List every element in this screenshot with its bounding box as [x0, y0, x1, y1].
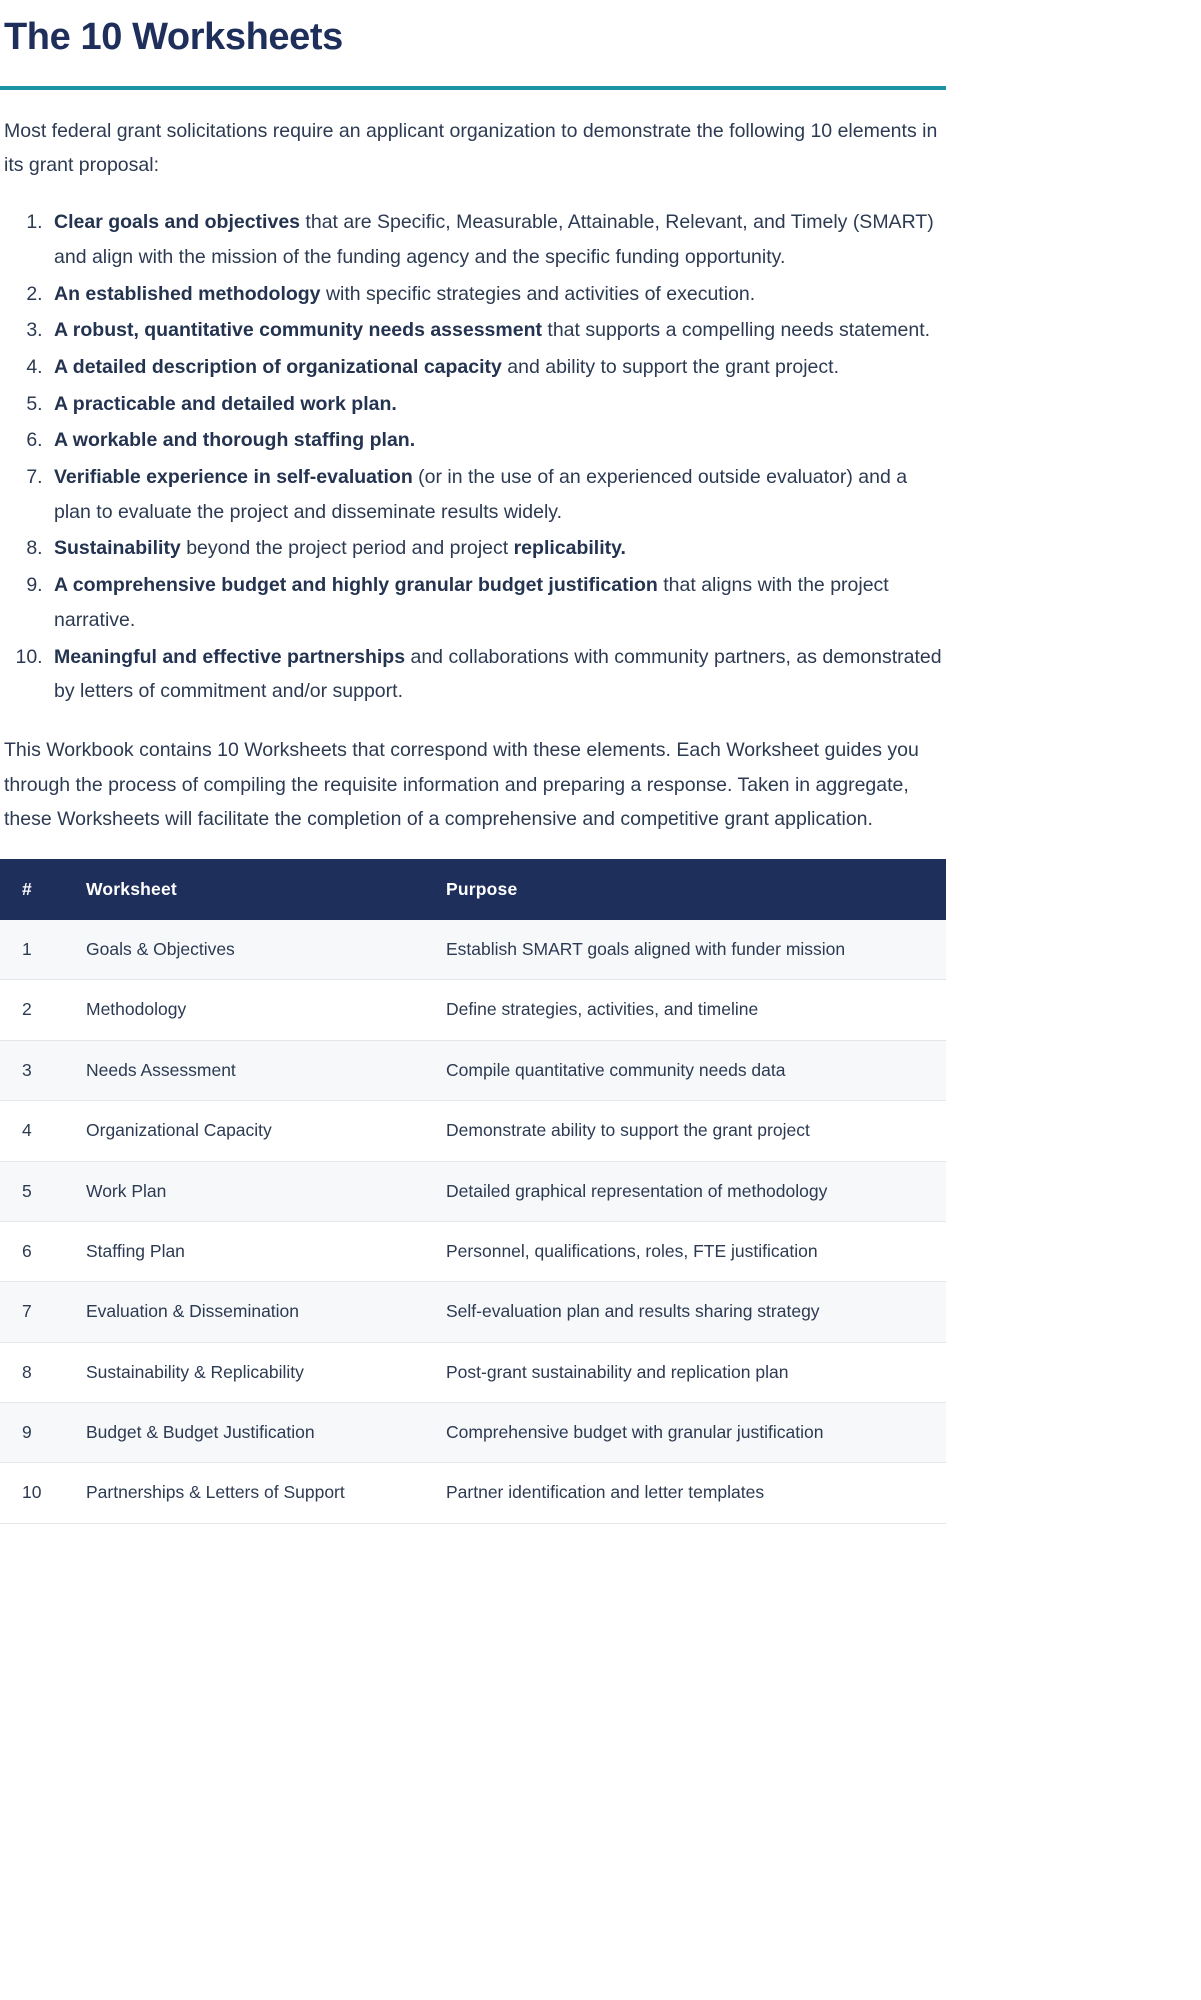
list-item	[48, 387, 948, 422]
cell-purpose: Comprehensive budget with granular justification	[424, 1403, 946, 1463]
cell-purpose: Detailed graphical representation of methodology	[424, 1161, 946, 1221]
table-row	[0, 1463, 946, 1523]
cell-number: 2	[0, 980, 64, 1040]
cell-number: 7	[0, 1282, 64, 1342]
cell-worksheet: Partnerships & Letters of Support	[64, 1463, 424, 1523]
list-item-body: (or in the use of an experienced outside evaluator) and a plan to evaluate the project and disseminate results widely.	[54, 466, 908, 523]
table-row	[0, 980, 946, 1040]
list-item	[48, 640, 948, 709]
list-item-text	[54, 393, 397, 415]
cell-purpose: Define strategies, activities, and timeline	[424, 980, 946, 1040]
list-item-lead: A comprehensive budget and highly granular budget justification	[54, 574, 658, 597]
column-header-worksheet: Worksheet	[64, 859, 424, 920]
list-item-text	[54, 211, 934, 268]
cell-worksheet: Evaluation & Dissemination	[64, 1282, 424, 1342]
table-row	[0, 1040, 946, 1100]
closing-paragraph: This Workbook contains 10 Worksheets that correspond with these elements. Each Worksheet guides you through the process of compiling the requisite information and preparing a response. Taken in aggregate, these Worksheets will facilitate the completion of a comprehensive and competitive grant application.	[4, 738, 919, 831]
cell-worksheet: Goals & Objectives	[64, 920, 424, 980]
table-row	[0, 920, 946, 980]
worksheets-table	[0, 859, 946, 1524]
cell-number: 9	[0, 1403, 64, 1463]
table-row	[0, 1101, 946, 1161]
page-title: The 10 Worksheets	[4, 16, 343, 58]
list-item-lead: A practicable and detailed work plan.	[54, 392, 397, 415]
list-item-body: with specific strategies and activities of execution.	[320, 282, 756, 305]
list-item-lead: Sustainability	[54, 537, 181, 560]
cell-worksheet: Sustainability & Replicability	[64, 1342, 424, 1402]
column-header-number: #	[0, 859, 64, 920]
list-item-body: and ability to support the grant project.	[501, 355, 839, 378]
cell-number: 6	[0, 1221, 64, 1281]
list-item-body: that aligns with the project narrative.	[54, 574, 889, 631]
list-item-body: and collaborations with community partners, as demonstrated by letters of commitment and/or support.	[54, 645, 942, 703]
worksheets-table-head	[0, 859, 946, 920]
table-row	[0, 1221, 946, 1281]
cell-worksheet: Needs Assessment	[64, 1040, 424, 1100]
cell-number: 1	[0, 920, 64, 980]
list-item-text	[54, 356, 839, 378]
table-row	[0, 1282, 946, 1342]
list-item-lead: Meaningful and effective partnerships	[54, 645, 406, 668]
list-item-text	[54, 319, 930, 341]
cell-purpose: Demonstrate ability to support the grant project	[424, 1101, 946, 1161]
list-item-text	[54, 646, 942, 703]
list-item-tail: replicability.	[513, 537, 626, 560]
list-item	[48, 277, 948, 312]
list-item-text	[54, 429, 415, 451]
title-divider-rule	[0, 86, 946, 90]
list-item-body: beyond the project period and project	[180, 537, 514, 560]
list-item	[48, 423, 948, 458]
cell-worksheet: Staffing Plan	[64, 1221, 424, 1281]
cell-purpose: Personnel, qualifications, roles, FTE justification	[424, 1221, 946, 1281]
cell-purpose: Partner identification and letter templates	[424, 1463, 946, 1523]
list-item	[48, 460, 948, 529]
cell-number: 5	[0, 1161, 64, 1221]
table-row	[0, 1403, 946, 1463]
grant-elements-list	[0, 205, 952, 709]
list-item-lead: A robust, quantitative community needs assessment	[54, 319, 542, 342]
cell-purpose: Post-grant sustainability and replication plan	[424, 1342, 946, 1402]
table-row	[0, 1161, 946, 1221]
table-header-row	[0, 859, 946, 920]
list-item-text	[54, 537, 626, 559]
list-item-lead: Verifiable experience in self-evaluation	[54, 466, 413, 489]
cell-purpose: Compile quantitative community needs data	[424, 1040, 946, 1100]
cell-number: 10	[0, 1463, 64, 1523]
list-item	[48, 313, 948, 348]
column-header-purpose: Purpose	[424, 859, 946, 920]
list-item	[48, 531, 948, 566]
list-item-body: that supports a compelling needs statement.	[542, 319, 931, 342]
cell-worksheet: Work Plan	[64, 1161, 424, 1221]
list-item	[48, 350, 948, 385]
cell-number: 4	[0, 1101, 64, 1161]
cell-worksheet: Organizational Capacity	[64, 1101, 424, 1161]
list-item-body: that are Specific, Measurable, Attainable, Relevant, and Timely (SMART) and align with the mission of the funding agency and the specific funding opportunity.	[54, 211, 934, 268]
cell-number: 8	[0, 1342, 64, 1402]
cell-purpose: Establish SMART goals aligned with funder mission	[424, 920, 946, 980]
table-row	[0, 1342, 946, 1402]
cell-worksheet: Budget & Budget Justification	[64, 1403, 424, 1463]
cell-number: 3	[0, 1040, 64, 1100]
worksheets-table-body	[0, 920, 946, 1523]
list-item-lead: An established methodology	[54, 282, 321, 305]
list-item	[48, 568, 948, 637]
cell-purpose: Self-evaluation plan and results sharing strategy	[424, 1282, 946, 1342]
list-item-text	[54, 466, 907, 523]
list-item-text	[54, 574, 889, 631]
intro-paragraph: Most federal grant solicitations require an applicant organization to demonstrate the following 10 elements in its grant proposal:	[4, 119, 938, 177]
cell-worksheet: Methodology	[64, 980, 424, 1040]
list-item-lead: A workable and thorough staffing plan.	[54, 429, 416, 452]
list-item-lead: A detailed description of organizational capacity	[54, 355, 502, 378]
list-item	[48, 205, 948, 274]
list-item-lead: Clear goals and objectives	[54, 211, 301, 234]
list-item-text	[54, 283, 755, 305]
